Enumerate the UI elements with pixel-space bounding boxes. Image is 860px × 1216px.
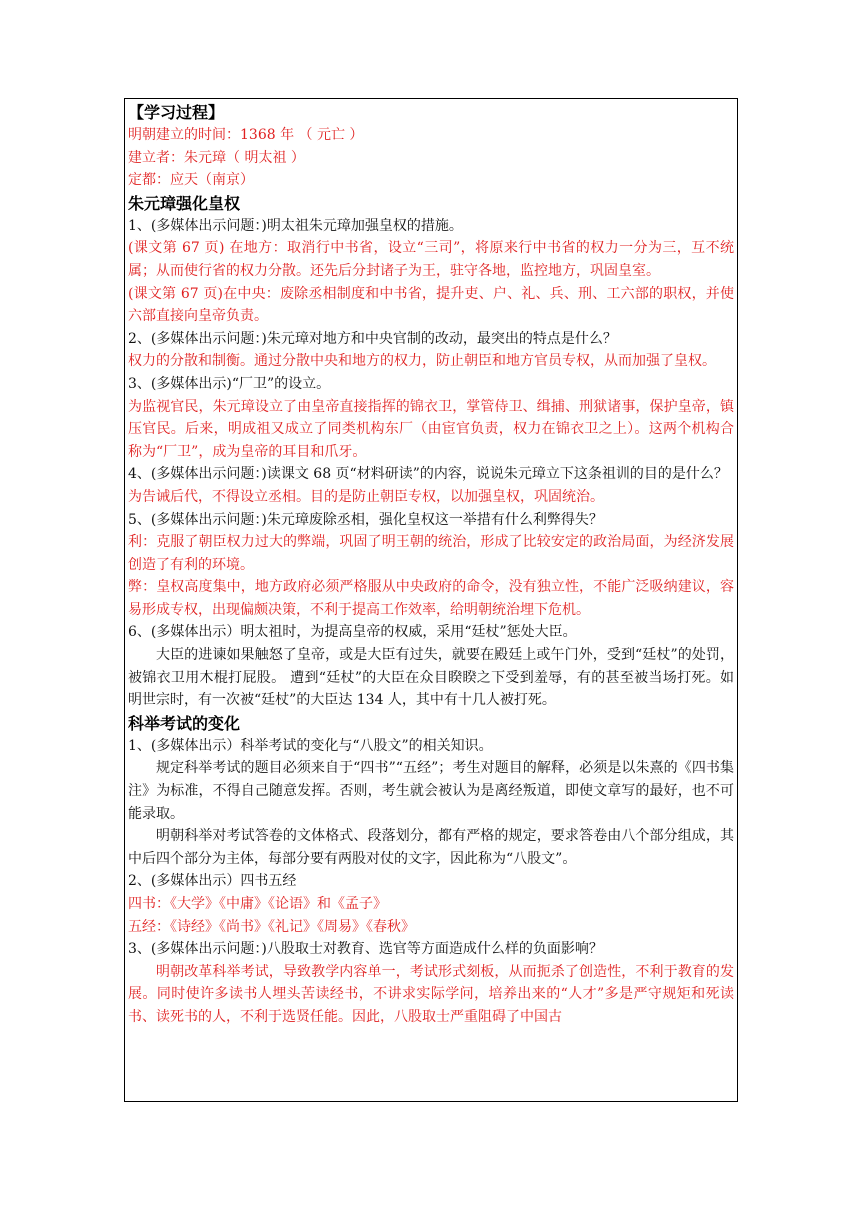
- exam-paragraph-1: 规定科举考试的题目必须来自于“四书”“五经”；考生对题目的解释，必须是以朱熹的《四书集注》为标准，不得自己随意发挥。否则，考生就会被认为是离经叛道，即使文章写的最好，也不可能录取。: [128, 760, 734, 822]
- answer-5-disadvantage: 弊：皇权高度集中，地方政府必须严格服从中央政府的命令，没有独立性，不能广泛吸纳建议，容易形成专权，出现偏颇决策，不利于提高工作效率，给明朝统治埋下危机。: [128, 579, 734, 618]
- question-4: 4、(多媒体出示问题：)读课文 68 页“材料研读”的内容，说说朱元璋立下这条祖训的目的是什么？: [128, 466, 728, 483]
- exam-paragraph-2: 明朝科举对考试答卷的文体格式、段落划分，都有严格的规定，要求答卷由八个部分组成，其中后四个部分为主体，每部分要有两股对仗的文字，因此称为“八股文”。: [128, 828, 734, 867]
- question-6: 6、(多媒体出示）明太祖时，为提高皇帝的权威，采用“廷杖”惩处大臣。: [128, 624, 577, 641]
- question-3: 3、(多媒体出示)“厂卫”的设立。: [128, 375, 331, 392]
- four-books: 四书：《大学》《中庸》《论语》和《孟子》: [128, 896, 387, 912]
- question-2: 2、(多媒体出示问题：)朱元璋对地方和中央官制的改动，最突出的特点是什么？: [128, 330, 617, 347]
- exam-item-2: 2、(多媒体出示）四书五经: [128, 873, 297, 890]
- question-1: 1、(多媒体出示问题：)明太祖朱元璋加强皇权的措施。: [128, 217, 463, 234]
- answer-4: 为告诫后代，不得设立丞相。目的是防止朝臣专权，以加强皇权，巩固统治。: [128, 488, 604, 505]
- answer-1-central: (课文第 67 页)在中央：废除丞相制度和中书省，提升吏、户、礼、兵、刑、工六部的职权，并使六部直接向皇帝负责。: [128, 285, 734, 325]
- intro-capital: 定都：应天（南京）: [128, 172, 254, 189]
- heading-exam-changes: 科举考试的变化: [128, 713, 241, 733]
- answer-2: 权力的分散和制衡。通过分散中央和地方的权力，防止朝臣和地方官员专权，从而加强了皇权。: [128, 353, 716, 370]
- exam-item-3: 3、(多媒体出示问题：)八股取士对教育、选官等方面造成什么样的负面影响？: [128, 941, 603, 958]
- intro-founding-date: 明朝建立的时间：1368 年 （ 元亡 ）: [128, 127, 364, 143]
- answer-1-local: (课文第 67 页) 在地方：取消行中书省，设立“三司”，将原来行中书省的权力一分为三，互不统属；从而使行省的权力分散。还先后分封诸子为王，驻守各地，监控地方，巩固皇室。: [128, 240, 734, 279]
- intro-founder: 建立者：朱元璋（ 明太祖 ）: [128, 149, 305, 166]
- exam-paragraph-3: 明朝改革科举考试，导致教学内容单一，考试形式刻板，从而扼杀了创造性，不利于教育的发展。同时使许多读书人埋头苦读经书，不讲求实际学问，培养出来的“人才”多是严守规矩和死读书、读死书的人，不利于选贤任能。因此，八股取士严重阻碍了中国古: [128, 963, 734, 1025]
- paragraph-tingzhang: 大臣的进谏如果触怒了皇帝，或是大臣有过失，就要在殿廷上或午门外，受到“廷杖”的处罚，被锦衣卫用木棍打屁股。 遭到“廷杖”的大臣在众目睽睽之下受到羞辱，有的甚至被当场打死。如明世宗时，有一次被“廷杖”的大臣达 134 人，其中有十几人被打死。: [128, 647, 734, 709]
- answer-5-advantage: 利：克服了朝臣权力过大的弊端，巩固了明王朝的统治，形成了比较安定的政治局面，为经济发展创造了有利的环境。: [128, 534, 734, 573]
- document-body: [128, 101, 734, 1029]
- exam-item-1: 1、(多媒体出示）科举考试的变化与“八股文”的相关知识。: [128, 737, 493, 754]
- section-title: 【学习过程】: [128, 103, 225, 122]
- five-classics: 五经：《诗经》《尚书》《礼记》《周易》《春秋》: [128, 918, 415, 935]
- answer-3: 为监视官民，朱元璋设立了由皇帝直接指挥的锦衣卫，掌管侍卫、缉捕、刑狱诸事，保护皇帝，镇压官民。后来，明成祖又成立了同类机构东厂（由宦官负责，权力在锦衣卫之上）。这两个机构合称为“厂卫”，成为皇帝的耳目和爪牙。: [128, 398, 734, 460]
- heading-strengthen-power: 朱元璋强化皇权: [128, 193, 241, 213]
- question-5: 5、(多媒体出示问题：)朱元璋废除丞相，强化皇权这一举措有什么利弊得失？: [128, 511, 603, 528]
